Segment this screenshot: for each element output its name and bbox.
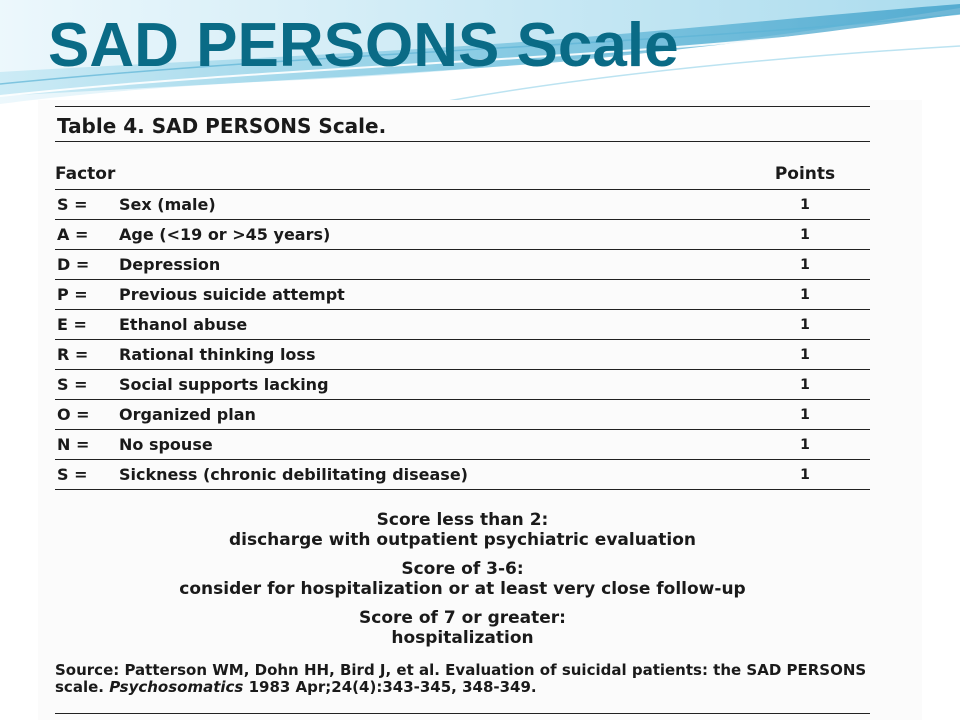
source-citation (55, 662, 870, 696)
factor-description: Ethanol abuse (119, 310, 740, 340)
table-row (55, 340, 870, 370)
source-prefix: Source: Patterson WM, Dohn HH, Bird J, et al. Evaluation of suicidal patients: the SAD PERSONS scale. (55, 661, 867, 696)
factor-points: 1 (740, 250, 870, 280)
factor-description: Organized plan (119, 400, 740, 430)
factor-letter: S = (55, 460, 119, 490)
table-row (55, 190, 870, 220)
guidance-block-moderate (55, 559, 870, 599)
guidance-block-high (55, 608, 870, 648)
factor-description: Previous suicide attempt (119, 280, 740, 310)
guidance-heading: Score less than 2: (376, 510, 549, 530)
guidance-action: discharge with outpatient psychiatric evaluation (228, 530, 697, 550)
guidance-heading: Score of 3-6: (401, 559, 524, 579)
guidance-action: hospitalization (391, 628, 534, 648)
factor-points: 1 (740, 430, 870, 460)
factor-letter: P = (55, 280, 119, 310)
sad-persons-table (55, 158, 870, 490)
factor-letter: S = (55, 370, 119, 400)
table-row (55, 430, 870, 460)
score-guidance (55, 510, 870, 657)
factor-letter: N = (55, 430, 119, 460)
factor-points: 1 (740, 280, 870, 310)
table-row (55, 220, 870, 250)
bottom-divider (55, 713, 870, 714)
factor-description: Sex (male) (119, 190, 740, 220)
factor-letter: S = (55, 190, 119, 220)
factor-points: 1 (740, 340, 870, 370)
factor-points: 1 (740, 400, 870, 430)
table-row (55, 370, 870, 400)
factor-description: Age (<19 or >45 years) (119, 220, 740, 250)
table-caption: Table 4. SAD PERSONS Scale. (55, 106, 870, 142)
source-journal: Psychosomatics (109, 678, 244, 696)
guidance-action: consider for hospitalization or at least very close follow-up (179, 579, 746, 599)
factor-letter: E = (55, 310, 119, 340)
factor-points: 1 (740, 460, 870, 490)
table-row (55, 280, 870, 310)
factor-points: 1 (740, 310, 870, 340)
points-column-header: Points (740, 158, 870, 190)
table-row (55, 250, 870, 280)
table-header-row (55, 158, 870, 190)
factor-letter: A = (55, 220, 119, 250)
factor-description: Sickness (chronic debilitating disease) (119, 460, 740, 490)
table-row (55, 400, 870, 430)
factor-letter: D = (55, 250, 119, 280)
factor-description: Social supports lacking (119, 370, 740, 400)
factor-column-header: Factor (55, 158, 740, 190)
factor-points: 1 (740, 370, 870, 400)
factor-letter: R = (55, 340, 119, 370)
table-row (55, 310, 870, 340)
table-row (55, 460, 870, 490)
factor-points: 1 (740, 220, 870, 250)
factor-description: No spouse (119, 430, 740, 460)
source-suffix: 1983 Apr;24(4):343-345, 348-349. (243, 678, 537, 696)
guidance-heading: Score of 7 or greater: (359, 608, 566, 628)
slide-title: SAD PERSONS Scale (48, 11, 679, 80)
factor-description: Depression (119, 250, 740, 280)
factor-description: Rational thinking loss (119, 340, 740, 370)
factor-points: 1 (740, 190, 870, 220)
guidance-block-low (55, 510, 870, 550)
factor-letter: O = (55, 400, 119, 430)
